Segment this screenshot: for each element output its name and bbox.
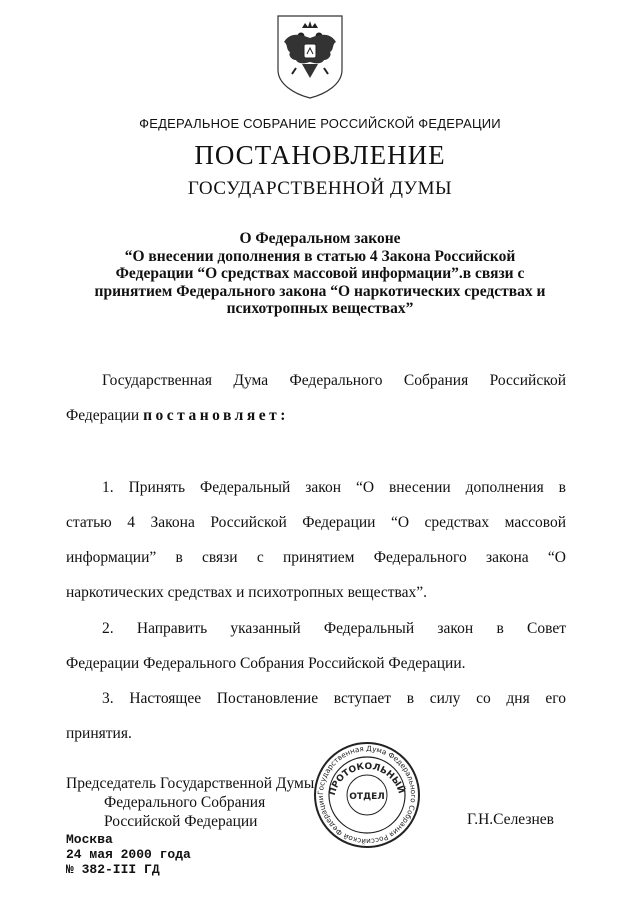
subject-line: О Федеральном законе bbox=[239, 230, 401, 247]
preamble-line bbox=[66, 407, 289, 425]
document-city: Москва bbox=[66, 832, 113, 847]
preamble-line: Государственная Дума Федерального Собрания Российской bbox=[102, 372, 566, 389]
subject-line: “О внесении дополнения в статью 4 Закона Российской bbox=[124, 247, 516, 265]
signatory-title bbox=[66, 774, 314, 831]
point-line: 3. Настоящее Постановление вступает в силу со дня его bbox=[102, 690, 566, 707]
emblem bbox=[274, 14, 346, 100]
point-1 bbox=[66, 479, 566, 599]
stamp-center-text: ОТДЕЛ bbox=[349, 792, 385, 802]
document-number: № 382-III ГД bbox=[66, 862, 160, 877]
point-line: 2. Направить указанный Федеральный закон в Совет bbox=[102, 620, 566, 637]
official-stamp bbox=[312, 740, 422, 850]
signatory-title-line: Председатель Государственной Думы bbox=[66, 775, 315, 792]
subject-line: Федерации “О средствах массовой информации”.в связи с bbox=[115, 265, 525, 282]
stamp-middle-text: ПРОТОКОЛЬНЫЙ bbox=[327, 761, 406, 797]
stamp-outer-text: Государственная Дума Федерального Собрания Российской Федерации bbox=[315, 743, 419, 847]
round-seal-stamp-icon bbox=[312, 740, 422, 850]
signatory-title-line: Российской Федерации bbox=[104, 813, 258, 830]
signatory-title-line: Федерального Собрания bbox=[104, 794, 266, 811]
subject-line: психотропных веществах” bbox=[226, 300, 414, 317]
point-line: статью 4 Закона Российской Федерации “О средствах массовой bbox=[66, 514, 566, 531]
document-footer bbox=[66, 832, 191, 877]
point-line: наркотических средствах и психотропных веществах”. bbox=[66, 584, 428, 601]
russian-coat-of-arms-icon bbox=[274, 14, 346, 100]
point-line: Федерации Федерального Собрания Российской Федерации. bbox=[66, 655, 466, 672]
subject-line: принятием Федерального закона “О наркотических средствах и bbox=[94, 282, 546, 300]
point-line: 1. Принять Федеральный закон “О внесении дополнения в bbox=[102, 479, 566, 496]
document-issuer: ГОСУДАРСТВЕННОЙ ДУМЫ bbox=[187, 178, 453, 199]
document-type: ПОСТАНОВЛЕНИЕ bbox=[194, 140, 446, 170]
point-2 bbox=[66, 620, 566, 680]
preamble-start: Федерации bbox=[66, 407, 140, 424]
organization-name: ФЕДЕРАЛЬНОЕ СОБРАНИЕ РОССИЙСКОЙ ФЕДЕРАЦИИ bbox=[139, 116, 501, 131]
point-line: информации” в связи с принятием Федерального закона “О bbox=[66, 549, 566, 566]
point-line: принятия. bbox=[66, 725, 132, 742]
preamble bbox=[66, 372, 566, 432]
document-date: 24 мая 2000 года bbox=[66, 847, 191, 862]
signatory-name: Г.Н.Селезнев bbox=[467, 811, 554, 828]
decision-verb: постановляет: bbox=[143, 407, 289, 424]
document-subject bbox=[60, 230, 580, 318]
